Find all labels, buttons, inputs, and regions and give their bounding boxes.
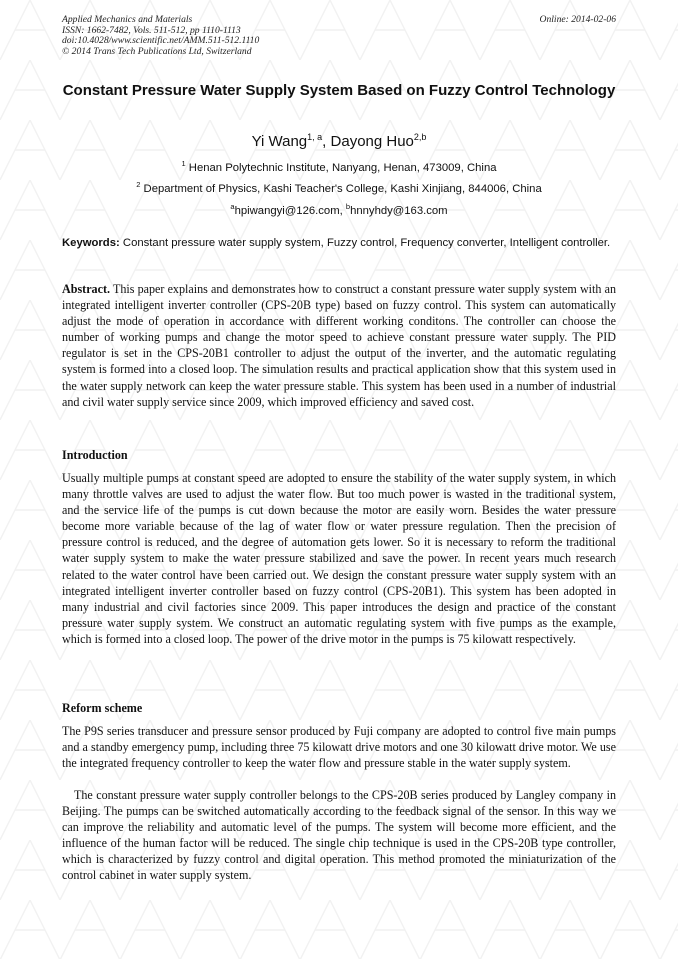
- author-line: [62, 128, 616, 151]
- journal-copyright: © 2014 Trans Tech Publications Ltd, Switzerland: [62, 45, 252, 57]
- abstract-label: Abstract.: [62, 282, 111, 296]
- keywords-label: Keywords:: [62, 237, 120, 249]
- journal-header: [62, 15, 616, 57]
- introduction-heading: Introduction: [62, 448, 128, 462]
- keywords-text: Constant pressure water supply system, Fuzzy control, Frequency converter, Intelligent controller.: [119, 237, 611, 249]
- reform-paragraph-1: The P9S series transducer and pressure sensor produced by Fuji company are adopted to control five main pumps and a standby emergency pump, including three 75 kilowatt drive motors and one 30 kilowatt drive motor. We use the integrated frequency controller to keep the water flow and pressure stable in the water supply system.: [62, 724, 616, 771]
- affiliation-2-mark: 2: [136, 180, 141, 189]
- email-a-mark: a: [230, 202, 235, 211]
- abstract-text: This paper explains and demonstrates how to construct a constant pressure water supply system with an integrated intelligent inverter controller (CPS-20B type) based on fuzzy control. This system can automatically adjust the mode of operation in accordance with different working conditons. The controller can choose the number of working pumps and change the motor speed to achieve constant pressure water supply. The PID regulator is set in the CPS-20B1 controller to adjust the output of the inverter, and the automatic regulating system is formed into a closed loop. The simulation results and practical application show that this system used in the water supply network can keep the water pressure stable. This system has been used in a number of industrial and civil water supply service since 2009, which improved efficiency and saved cost.: [62, 282, 616, 409]
- email-b-mark: b: [345, 202, 351, 211]
- author-1: Yi Wang: [251, 133, 308, 150]
- journal-issn: ISSN: 1662-7482, Vols. 511-512, pp 1110-1113: [62, 24, 241, 36]
- email-a: hpiwangyi@126.com,: [234, 204, 346, 217]
- abstract-block: [62, 281, 616, 410]
- online-date: Online: 2014-02-06: [539, 14, 616, 25]
- author-2-affiliation-mark: 2,b: [413, 132, 427, 142]
- affiliation-2-text: Department of Physics, Kashi Teacher's College, Kashi Xinjiang, 844006, China: [140, 182, 542, 195]
- affiliation-1-text: Henan Polytechnic Institute, Nanyang, Henan, 473009, China: [185, 161, 497, 174]
- affiliation-1-mark: 1: [181, 159, 186, 168]
- journal-name: Applied Mechanics and Materials: [62, 14, 193, 25]
- author-1-affiliation-mark: 1, a: [307, 132, 323, 142]
- author-emails: [62, 200, 616, 218]
- reform-scheme-heading: Reform scheme: [62, 701, 143, 715]
- author-2: Dayong Huo: [330, 133, 414, 150]
- keywords-block: [62, 236, 616, 251]
- email-b: hnnyhdy@163.com: [350, 204, 448, 217]
- reform-paragraph-2: The constant pressure water supply controller belongs to the CPS-20B series produced by Langley company in Beijing. The pumps can be switched automatically according to the feedback signal of the sensor. In this way we can improve the reliability and automatic level of the pumps. The system will become more efficient, and the influence of the human factor will be reduced. The single chip technique is used in the CPS-20B type controller, which is characterized by fuzzy control and digital operation. This method promoted the miniaturization of the control cabinet in water supply system.: [62, 788, 616, 883]
- paper-title: Constant Pressure Water Supply System Based on Fuzzy Control Technology: [62, 82, 616, 99]
- introduction-paragraph: Usually multiple pumps at constant speed are adopted to ensure the stability of the water supply system, in which many throttle valves are used to adjust the water flow. But too much power is wasted in the traditional system, and the service life of the pumps is cut down because the motor are easily worn. Besides the water pressure become more variable because of the lag of water flow or water pressure regulation. Then the precision of pressure control is reduced, and the degree of automation gets lower. So it is necessary to reform the traditional water supply system to make the water pressure stabilized and save the power. In recent years much research related to the water control have been carried out. We design the constant pressure water supply system with an integrated intelligent inverter controller based on fuzzy control (CPS-20B1). This system has been adopted in many industrial and civil factories since 2009. This paper introduces the design and practice of the constant pressure water supply system. We construct an automatic regulating system with five pumps as the example, which is formed into a closed loop. The power of the drive motor in the pumps is 75 kilowatt respectively.: [62, 471, 616, 646]
- affiliation-1: [62, 157, 616, 175]
- journal-doi: doi:10.4028/www.scientific.net/AMM.511-512.1110: [62, 35, 260, 47]
- author-separator: ,: [322, 133, 331, 150]
- affiliation-2: [62, 178, 616, 196]
